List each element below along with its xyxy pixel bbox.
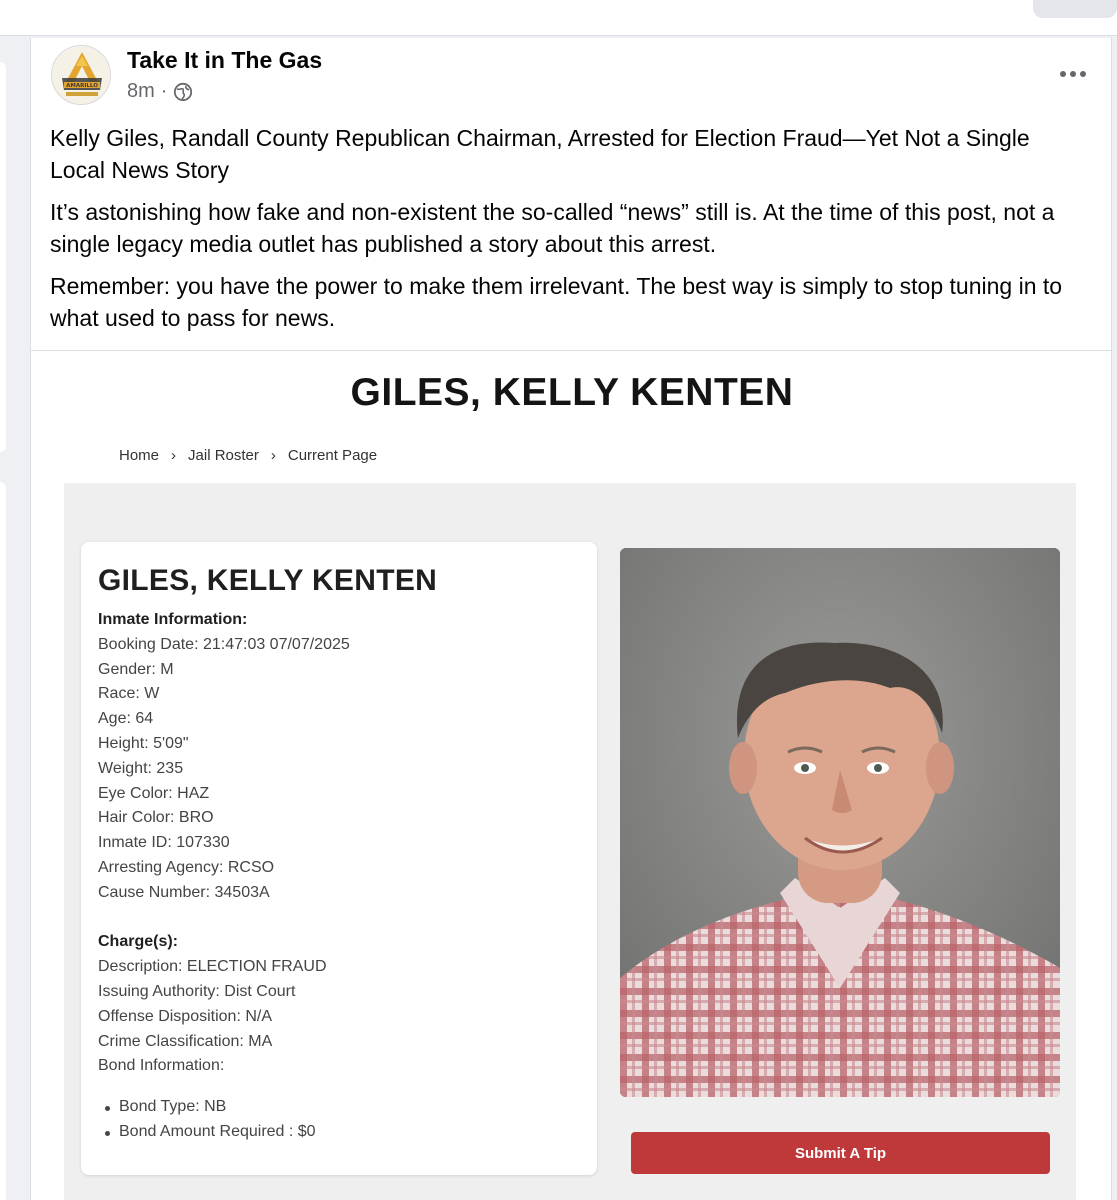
amarillo-logo-icon <box>52 46 111 105</box>
mugshot-photo <box>620 548 1060 1097</box>
breadcrumb-jail-roster: Jail Roster <box>188 447 259 464</box>
top-bar-button[interactable] <box>1033 0 1117 18</box>
gender: Gender: M <box>98 660 174 678</box>
issuing-authority: Issuing Authority: Dist Court <box>98 982 296 1000</box>
submit-tip-button[interactable]: Submit A Tip <box>631 1132 1050 1174</box>
chevron-right-icon: › <box>171 447 177 464</box>
post-body <box>50 122 1090 344</box>
bond-list <box>98 1095 350 1145</box>
inmate-info-header: Inmate Information: <box>98 611 248 628</box>
offense-disposition: Offense Disposition: N/A <box>98 1007 273 1025</box>
feed-post <box>30 38 1112 1200</box>
inmate-info-card <box>81 542 597 1175</box>
crime-classification: Crime Classification: MA <box>98 1032 273 1050</box>
left-rail-card-lower <box>0 482 6 1200</box>
mugshot-image <box>620 548 1060 1097</box>
left-rail-card <box>0 62 6 452</box>
bond-amount: Bond Amount Required : $0 <box>98 1120 350 1145</box>
inmate-name: GILES, KELLY KENTEN <box>98 564 438 597</box>
post-meta <box>127 80 193 103</box>
breadcrumb-current: Current Page <box>287 447 378 464</box>
booking-date: Booking Date: 21:47:03 07/07/2025 <box>98 635 350 653</box>
post-time[interactable]: 8m <box>127 80 155 102</box>
inmate-panel <box>64 483 1076 1200</box>
inmate-details <box>98 608 350 1145</box>
meta-separator: · <box>160 80 168 102</box>
height: Height: 5'09" <box>98 734 189 752</box>
post-paragraph-3: Remember: you have the power to make them irrelevant. The best way is simply to stop tuning in to what used to pass for news. <box>50 273 1063 331</box>
inmate-page-title: GILES, KELLY KENTEN <box>350 371 794 414</box>
svg-text:AMARILLO: AMARILLO <box>66 83 98 89</box>
bond-information: Bond Information: <box>98 1057 225 1075</box>
post-paragraph-2: It’s astonishing how fake and non-existent the so-called “news” still is. At the time of this post, not a single legacy media outlet has published a story about this arrest. <box>50 199 1055 257</box>
weight: Weight: 235 <box>98 759 184 777</box>
breadcrumb <box>119 447 377 464</box>
hair-color: Hair Color: BRO <box>98 809 214 827</box>
eye-color: Eye Color: HAZ <box>98 784 210 802</box>
globe-icon <box>173 82 193 102</box>
page-name-link[interactable]: Take It in The Gas <box>127 47 323 73</box>
age: Age: 64 <box>98 710 154 728</box>
top-bar <box>0 0 1117 36</box>
chevron-right-icon: › <box>270 447 276 464</box>
bond-type: Bond Type: NB <box>98 1095 350 1120</box>
charge-description: Description: ELECTION FRAUD <box>98 958 327 976</box>
post-paragraph-1: Kelly Giles, Randall County Republican Chairman, Arrested for Election Fraud—Yet Not a Single Local News Story <box>50 125 1030 183</box>
page-avatar[interactable] <box>51 45 111 105</box>
more-options-icon[interactable] <box>1055 62 1091 86</box>
arresting-agency: Arresting Agency: RCSO <box>98 858 275 876</box>
inmate-id: Inmate ID: 107330 <box>98 834 230 852</box>
race: Race: W <box>98 685 160 703</box>
breadcrumb-home: Home <box>119 447 160 464</box>
attached-screenshot[interactable] <box>67 351 1077 1200</box>
charges-header: Charge(s): <box>98 933 179 951</box>
cause-number: Cause Number: 34503A <box>98 883 270 901</box>
